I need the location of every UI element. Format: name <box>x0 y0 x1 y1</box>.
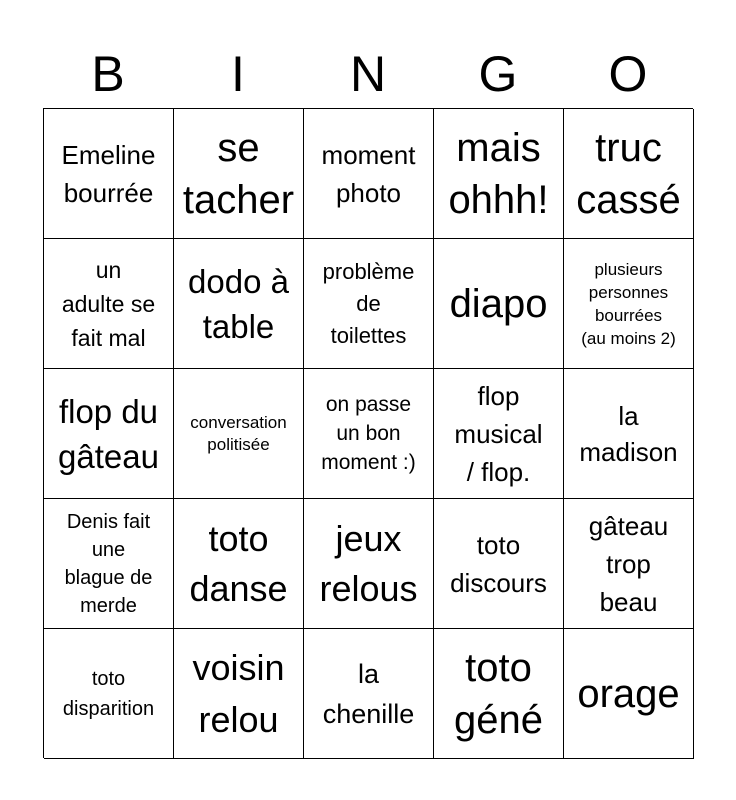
bingo-cell[interactable] <box>564 369 694 499</box>
bingo-cell[interactable] <box>44 109 174 239</box>
cell-text: conversation politisée <box>190 412 287 454</box>
cell-text: se tacher <box>182 125 295 222</box>
cell-text: toto danse <box>189 517 288 609</box>
bingo-cell[interactable] <box>174 239 304 369</box>
cell-text: toto discours <box>450 529 547 598</box>
bingo-cell[interactable] <box>304 369 434 499</box>
bingo-cell[interactable] <box>564 239 694 369</box>
bingo-cell[interactable] <box>174 109 304 239</box>
cell-text: problème de toilettes <box>322 258 415 348</box>
cell-text: flop musical / flop. <box>454 380 543 487</box>
cell-text: moment photo <box>321 139 416 208</box>
bingo-cell[interactable] <box>44 239 174 369</box>
bingo-cell[interactable] <box>174 629 304 759</box>
cell-text: jeux relous <box>319 517 418 609</box>
header-letter-o: O <box>608 46 648 102</box>
cell-text: dodo à table <box>188 262 289 345</box>
bingo-cell[interactable] <box>434 369 564 499</box>
cell-text: Denis fait une blague de merde <box>64 510 153 617</box>
header-letter-i: I <box>231 46 245 102</box>
cell-text: diapo <box>449 281 548 326</box>
header-letter-n: N <box>349 46 387 102</box>
cell-text: orage <box>577 671 680 716</box>
cell-text: mais ohhh! <box>448 125 549 222</box>
header-letter-b: B <box>91 46 125 102</box>
cell-text: toto disparition <box>62 667 155 720</box>
cell-text: Emeline bourrée <box>61 139 156 208</box>
bingo-header <box>43 40 693 108</box>
bingo-cell[interactable] <box>304 629 434 759</box>
bingo-cell[interactable] <box>174 499 304 629</box>
bingo-cell[interactable] <box>564 499 694 629</box>
bingo-cell[interactable] <box>434 239 564 369</box>
bingo-cell[interactable] <box>304 109 434 239</box>
bingo-cell[interactable] <box>304 499 434 629</box>
bingo-cell[interactable] <box>174 369 304 499</box>
header-letter-g: G <box>478 46 518 102</box>
cell-text: gâteau trop beau <box>588 510 669 617</box>
cell-text: plusieurs personnes bourrées (au moins 2) <box>581 259 676 348</box>
bingo-cell[interactable] <box>434 109 564 239</box>
bingo-cell[interactable] <box>564 629 694 759</box>
bingo-cell[interactable] <box>434 499 564 629</box>
cell-text: voisin relou <box>192 646 285 740</box>
bingo-cell[interactable] <box>44 629 174 759</box>
cell-text: flop du gâteau <box>58 392 159 475</box>
cell-text: la chenille <box>322 658 415 729</box>
cell-text: la madison <box>579 400 678 467</box>
cell-text: toto géné <box>454 645 543 742</box>
bingo-cell[interactable] <box>434 629 564 759</box>
bingo-cell[interactable] <box>564 109 694 239</box>
bingo-cell[interactable] <box>44 499 174 629</box>
bingo-cell[interactable] <box>44 369 174 499</box>
bingo-cell[interactable] <box>304 239 434 369</box>
cell-text: un adulte se fait mal <box>61 256 156 351</box>
bingo-grid <box>43 108 693 758</box>
cell-text: truc cassé <box>576 125 681 222</box>
cell-text: on passe un bon moment :) <box>321 393 416 474</box>
